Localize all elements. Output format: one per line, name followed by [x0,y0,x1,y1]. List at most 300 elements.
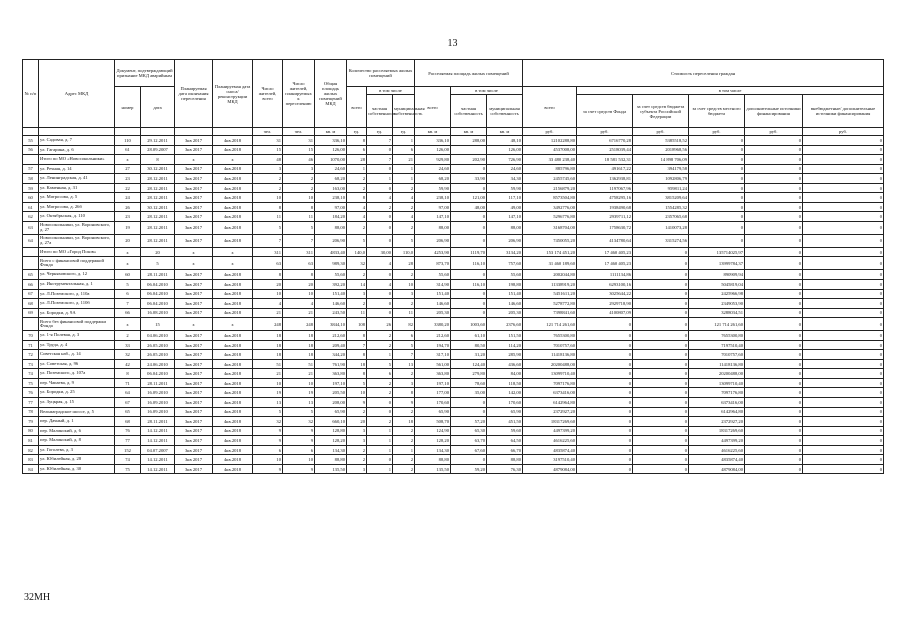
table-cell: 4497399,20 [689,436,745,446]
address-cell: Всего без финансовой поддержки Фонда [39,318,115,331]
address-cell: ул. 1-я Полевая, д. 3 [39,331,115,341]
table-cell: 7450055,20 [523,234,577,247]
table-cell: 0 [633,247,689,257]
table-row [23,308,884,318]
table-cell: x [175,247,213,257]
table-cell: 7 [367,155,393,165]
table-cell: 1 [367,445,393,455]
table-cell: 0 [803,388,884,398]
table-cell: 890909,94 [689,270,745,280]
table-cell: 14 898 706,09 [633,155,689,165]
unit-cell: кв. м [487,128,523,136]
table-cell: 344,20 [315,350,347,360]
address-cell: Итого по МО «Город Псков» [39,247,115,257]
table-cell: 1 [367,426,393,436]
table-cell: 0 [367,289,393,299]
table-cell: 0 [689,193,745,203]
table-cell: 7 [347,340,367,350]
header-fund: за счет средств Фонда [577,95,633,128]
table-cell: 0 [689,174,745,184]
table-cell: 4кв.2018 [213,202,253,212]
table-cell: 82 [393,318,415,331]
table-cell: 64 [23,234,39,247]
header-rooms-count: Количество расселяемых жилых помещений [347,60,415,87]
table-cell: 13 [253,398,283,408]
table-cell: 128,20 [315,436,347,446]
unit-cell: чел. [253,128,283,136]
table-cell: 0 [803,174,884,184]
table-row [23,155,884,165]
table-cell: 4 [253,299,283,309]
table-cell: 18 [253,350,283,360]
table-cell: 10 [347,388,367,398]
table-cell: 16.08.2010 [141,308,175,318]
table-cell: 68 [23,299,39,309]
table-row [23,202,884,212]
unit-cell: ед. [393,128,415,136]
table-cell: 4кв.2018 [213,145,253,155]
table-cell: 3кв 2017 [175,221,213,234]
table-cell: 8 [115,369,141,379]
table-cell: 1 [367,174,393,184]
header-local-budget: за счет средств местного бюджета [689,95,745,128]
table-cell: 0 [803,202,884,212]
table-cell: 77 [23,398,39,408]
table-cell: 0 [451,270,487,280]
table-cell: 59,90 [487,183,523,193]
table-cell: 0 [577,369,633,379]
table-cell: 0 [633,417,689,427]
table-cell: 88,80 [315,455,347,465]
table-cell: 6 [393,331,415,341]
table-cell: 0 [745,426,803,436]
table-cell: 2 [283,183,315,193]
table-cell: 206,90 [315,234,347,247]
table-cell: 0 [689,155,745,165]
table-cell [23,247,39,257]
address-cell: ул. Черняховского, д. 12 [39,270,115,280]
table-cell: 3 [347,289,367,299]
table-cell: 11 [393,308,415,318]
table-cell: 2 [115,331,141,341]
table-cell: 28.11.2011 [141,417,175,427]
table-cell: 16.09.2010 [141,388,175,398]
table-cell: 4кв.2018 [213,464,253,474]
table-cell: 73 [23,359,39,369]
table-cell: 66 [23,280,39,290]
table-cell: 14.12.2011 [141,455,175,465]
table-cell: 1 [393,174,415,184]
table-cell: 0 [745,445,803,455]
address-cell: ул. Речная, д. 14 [39,164,115,174]
table-cell: 18 [283,340,315,350]
table-row [23,417,884,427]
address-cell: Новосокольники, ул. Вороновского, д. 27 [39,221,115,234]
table-cell: 19 [283,388,315,398]
table-cell: 8 [283,270,315,280]
table-cell: 0 [803,436,884,446]
table-cell: 28 [347,155,367,165]
table-cell: 152 [115,445,141,455]
table-cell: 114,20 [487,340,523,350]
table-cell: 0 [803,464,884,474]
table-cell: 1 [393,445,415,455]
table-cell: 2 [367,378,393,388]
table-cell: 8 [347,350,367,360]
table-cell: 5 [393,234,415,247]
table-cell: x [115,257,141,270]
table-cell: 88,00 [487,221,523,234]
table-cell: 0 [745,318,803,331]
table-cell: 22 [115,183,141,193]
table-cell: 561,00 [415,359,451,369]
table-cell: 16.09.2010 [141,407,175,417]
table-cell: 33 480 238,40 [523,155,577,165]
table-cell: 212,60 [415,331,451,341]
table-cell: 206,90 [415,234,451,247]
table-cell: 64 [115,388,141,398]
table-cell: 10 [253,378,283,388]
address-cell: пер. Малинский, д. 8 [39,436,115,446]
table-cell: 0 [633,308,689,318]
header-extra-sources: дополнительные источники финансирования [745,95,803,128]
table-cell: 151,40 [315,289,347,299]
table-cell: 151,50 [487,331,523,341]
table-cell: 0 [689,164,745,174]
table-cell: 3кв 2017 [175,436,213,446]
table-cell: 8 [253,270,283,280]
address-cell: Всего с финансовой поддержкой Фонда [39,257,115,270]
table-cell: 0 [803,221,884,234]
table-cell: 28.12.2011 [141,212,175,222]
table-cell: 0 [577,426,633,436]
table-cell: 78 [23,407,39,417]
table-cell: 451,50 [487,417,523,427]
table-cell: 4кв.2018 [213,174,253,184]
table-cell: 06.04.2010 [141,369,175,379]
table-cell: 0 [745,388,803,398]
table-cell: 0 [451,289,487,299]
table-cell: 13 [283,398,315,408]
table-row [23,464,884,474]
table-cell: 336,10 [315,136,347,146]
table-cell: 3288034,51 [689,308,745,318]
table-cell: 3кв 2017 [175,426,213,436]
table-cell: 238,10 [415,193,451,203]
table-cell: 13099710,40 [689,378,745,388]
table-cell: 10 [283,289,315,299]
table-cell: 9 [253,464,283,474]
table-cell: 6 [253,445,283,455]
table-cell: 0 [745,378,803,388]
table-cell: 0 [689,202,745,212]
table-cell: 3кв 2017 [175,340,213,350]
table-cell: 1758630,72 [577,221,633,234]
table-cell: 146,60 [315,299,347,309]
table-cell: 126,00 [487,145,523,155]
table-cell: 0 [745,280,803,290]
unit-cell: руб. [633,128,689,136]
table-cell: 57 [23,164,39,174]
unit-cell: ед. [347,128,367,136]
table-cell: 59,90 [415,183,451,193]
table-cell: 80,50 [451,340,487,350]
table-cell: 6 [393,145,415,155]
address-cell: ул. Труда, д. 4 [39,340,115,350]
table-cell: 0 [803,359,884,369]
table-cell: 81 [23,436,39,446]
table-cell: 06.04.2010 [141,299,175,309]
table-cell: 30.12.2011 [141,164,175,174]
table-row [23,136,884,146]
table-cell: 4кв.2018 [213,234,253,247]
unit-cell: кв. м [315,128,347,136]
page-number: 13 [447,38,458,49]
table-cell: 5045819,04 [689,280,745,290]
table-cell: 0 [633,318,689,331]
table-cell: 0 [803,257,884,270]
header-address: Адрес МКД [39,60,115,128]
table-cell: 134,30 [315,445,347,455]
table-cell: 0 [803,417,884,427]
table-cell: 18 [347,359,367,369]
table-cell: 55 [23,136,39,146]
table-cell: 314,90 [415,280,451,290]
table-cell: 4616225,60 [689,445,745,455]
table-cell: 21 [253,308,283,318]
table-cell: 7010757,60 [689,350,745,360]
table-cell: 97,00 [315,202,347,212]
table-cell: 77 [115,436,141,446]
table-cell [23,318,39,331]
table-cell: 2 [347,221,367,234]
header-area-resettled: Расселяемая площадь жилых помещений [415,60,523,87]
table-cell: 3025644,22 [577,289,633,299]
table-cell: 63,70 [451,436,487,446]
table-cell: 24,60 [415,164,451,174]
table-cell: 0 [633,426,689,436]
table-row [23,270,884,280]
header-doc-number: номер [115,87,141,128]
header-total-area: Общая площадь жилых помещений МКД [315,60,347,128]
table-cell: 0 [451,455,487,465]
table-cell: 70 [23,331,39,341]
table-cell: 76 [23,388,39,398]
table-cell: 0 [745,212,803,222]
table-cell: 4134780,64 [577,234,633,247]
table-cell: 2929718,90 [577,299,633,309]
table-cell: 4кв.2018 [213,350,253,360]
table-cell: 9 [283,464,315,474]
table-cell: 17 460 405,23 [577,257,633,270]
table-cell: 0 [745,340,803,350]
table-cell: 3844,10 [315,318,347,331]
table-cell: 6 [283,445,315,455]
table-cell: 0 [633,398,689,408]
table-cell: 363,80 [315,369,347,379]
unit-cell: руб. [803,128,884,136]
table-cell: 0 [633,289,689,299]
table-cell: 989,30 [315,257,347,270]
table-cell: 1 [393,136,415,146]
table-cell: 0 [803,369,884,379]
table-cell: 3кв 2017 [175,407,213,417]
table-cell: 0 [367,407,393,417]
table-body [23,136,884,474]
table-cell: 2 [393,299,415,309]
table-cell: 2 [347,174,367,184]
table-cell: 11 [283,212,315,222]
table-cell: 0 [803,407,884,417]
table-cell: 0 [745,193,803,203]
table-cell: 20 [115,234,141,247]
table-cell: 2425966,98 [689,289,745,299]
table-cell: 177,00 [415,388,451,398]
table-cell: 88,80 [415,455,451,465]
table-cell: 42 [115,359,141,369]
table-cell: 0 [577,318,633,331]
table-cell: 959811,24 [633,183,689,193]
table-cell: 60 [23,193,39,203]
table-cell: 49,00 [487,202,523,212]
table-cell: 76 [115,426,141,436]
table-cell: 65,90 [487,407,523,417]
table-cell: 147,10 [487,212,523,222]
table-cell: 0 [577,455,633,465]
table-cell: 0 [689,212,745,222]
table-cell: 0 [633,455,689,465]
table-cell: 0 [745,155,803,165]
table-cell: 336,10 [415,136,451,146]
table-cell: 4кв.2018 [213,436,253,446]
table-cell: 30.12.2011 [141,202,175,212]
table-cell: 9 [393,398,415,408]
address-cell: ул. Л.Поземского, д. 110б [39,299,115,309]
table-cell: 3815209,64 [633,193,689,203]
table-cell: 5451611,20 [523,289,577,299]
table-cell: 212,60 [315,331,347,341]
table-cell: 4кв.2018 [213,388,253,398]
table-cell: 2 [347,299,367,309]
table-cell: 1 [347,164,367,174]
table-cell: 0 [745,183,803,193]
table-cell: x [115,247,141,257]
table-cell: 8 [347,193,367,203]
table-cell: 8 [347,369,367,379]
table-row [23,193,884,203]
table-cell: 0 [745,164,803,174]
table-cell: 7655300,80 [689,331,745,341]
table-cell: 0 [803,234,884,247]
table-cell: 26 [367,318,393,331]
table-cell: 0 [367,212,393,222]
table-cell: 56 [23,145,39,155]
table-cell: 5 [253,407,283,417]
table-cell: 66,70 [487,445,523,455]
table-cell: 163,00 [315,183,347,193]
table-cell: 1111134,86 [577,270,633,280]
table-cell: 0 [367,299,393,309]
table-cell: 110 [115,136,141,146]
table-cell: 8 [283,202,315,212]
table-cell: 14.12.2011 [141,436,175,446]
table-cell: 4537008,00 [523,145,577,155]
table-cell: 59 [23,183,39,193]
table-cell: 4кв.2018 [213,331,253,341]
table-cell: 248 [283,318,315,331]
table-cell: 5 [141,257,175,270]
table-cell: 24 [115,193,141,203]
unit-cell [115,128,141,136]
resettlement-table [22,59,884,474]
table-cell: 9 [347,398,367,408]
address-cell: ул. Октябрьская, д. 110 [39,212,115,222]
table-cell: 24,60 [487,164,523,174]
table-cell: 0 [633,340,689,350]
table-cell: 31 [283,136,315,146]
table-cell: 34,30 [487,174,523,184]
table-cell: 3кв 2017 [175,378,213,388]
table-cell: 2 [393,464,415,474]
table-cell: 4кв.2018 [213,308,253,318]
address-cell: Вельмаградское шоссе, д. 5 [39,407,115,417]
table-cell: 0 [689,136,745,146]
table-cell: 0 [745,221,803,234]
table-cell: 0 [745,308,803,318]
table-cell: 28.11.2011 [141,378,175,388]
header-rooms-of-which: в том числе [367,87,415,95]
table-cell: 0 [451,183,487,193]
header-rooms-total: всего [347,87,367,128]
table-cell: 126,00 [315,145,347,155]
table-cell: 5 [393,340,415,350]
table-cell: 9 [253,436,283,446]
table-cell: 4879084,00 [523,464,577,474]
table-cell: 75 [115,464,141,474]
table-cell: 66 [115,308,141,318]
table-row [23,247,884,257]
unit-cell: кв. м [451,128,487,136]
table-cell: 0 [745,234,803,247]
header-plan-end-resettlement: Планируемая дата окончания переселения [175,60,213,128]
table-cell: 1003,60 [451,318,487,331]
table-cell: 5296776,80 [523,212,577,222]
table-cell: 3492776,00 [523,202,577,212]
table-cell: 65,90 [415,407,451,417]
table-cell: 10 [283,378,315,388]
table-cell: 13099710,40 [523,369,577,379]
table-row [23,145,884,155]
table-cell: 317,10 [415,350,451,360]
table-cell: 67,60 [451,445,487,455]
address-cell: ул. Зуцкрая, д. 15 [39,398,115,408]
table-cell: 0 [367,221,393,234]
address-cell: ул. Гоголева, д. 3 [39,445,115,455]
table-cell: 24.06.2010 [141,359,175,369]
table-cell: 0 [633,388,689,398]
table-cell: 7 [253,234,283,247]
table-cell: 108 [347,318,367,331]
table-cell: 0 [803,136,884,146]
table-cell: 26.05.2010 [141,350,175,360]
table-cell: 5278772,80 [523,299,577,309]
table-cell: 0 [451,164,487,174]
header-area-total: всего [415,87,451,128]
table-cell: 4 [283,299,315,309]
table-cell: 26 [115,202,141,212]
table-cell: 61,10 [451,331,487,341]
table-cell: 2372927,20 [523,407,577,417]
